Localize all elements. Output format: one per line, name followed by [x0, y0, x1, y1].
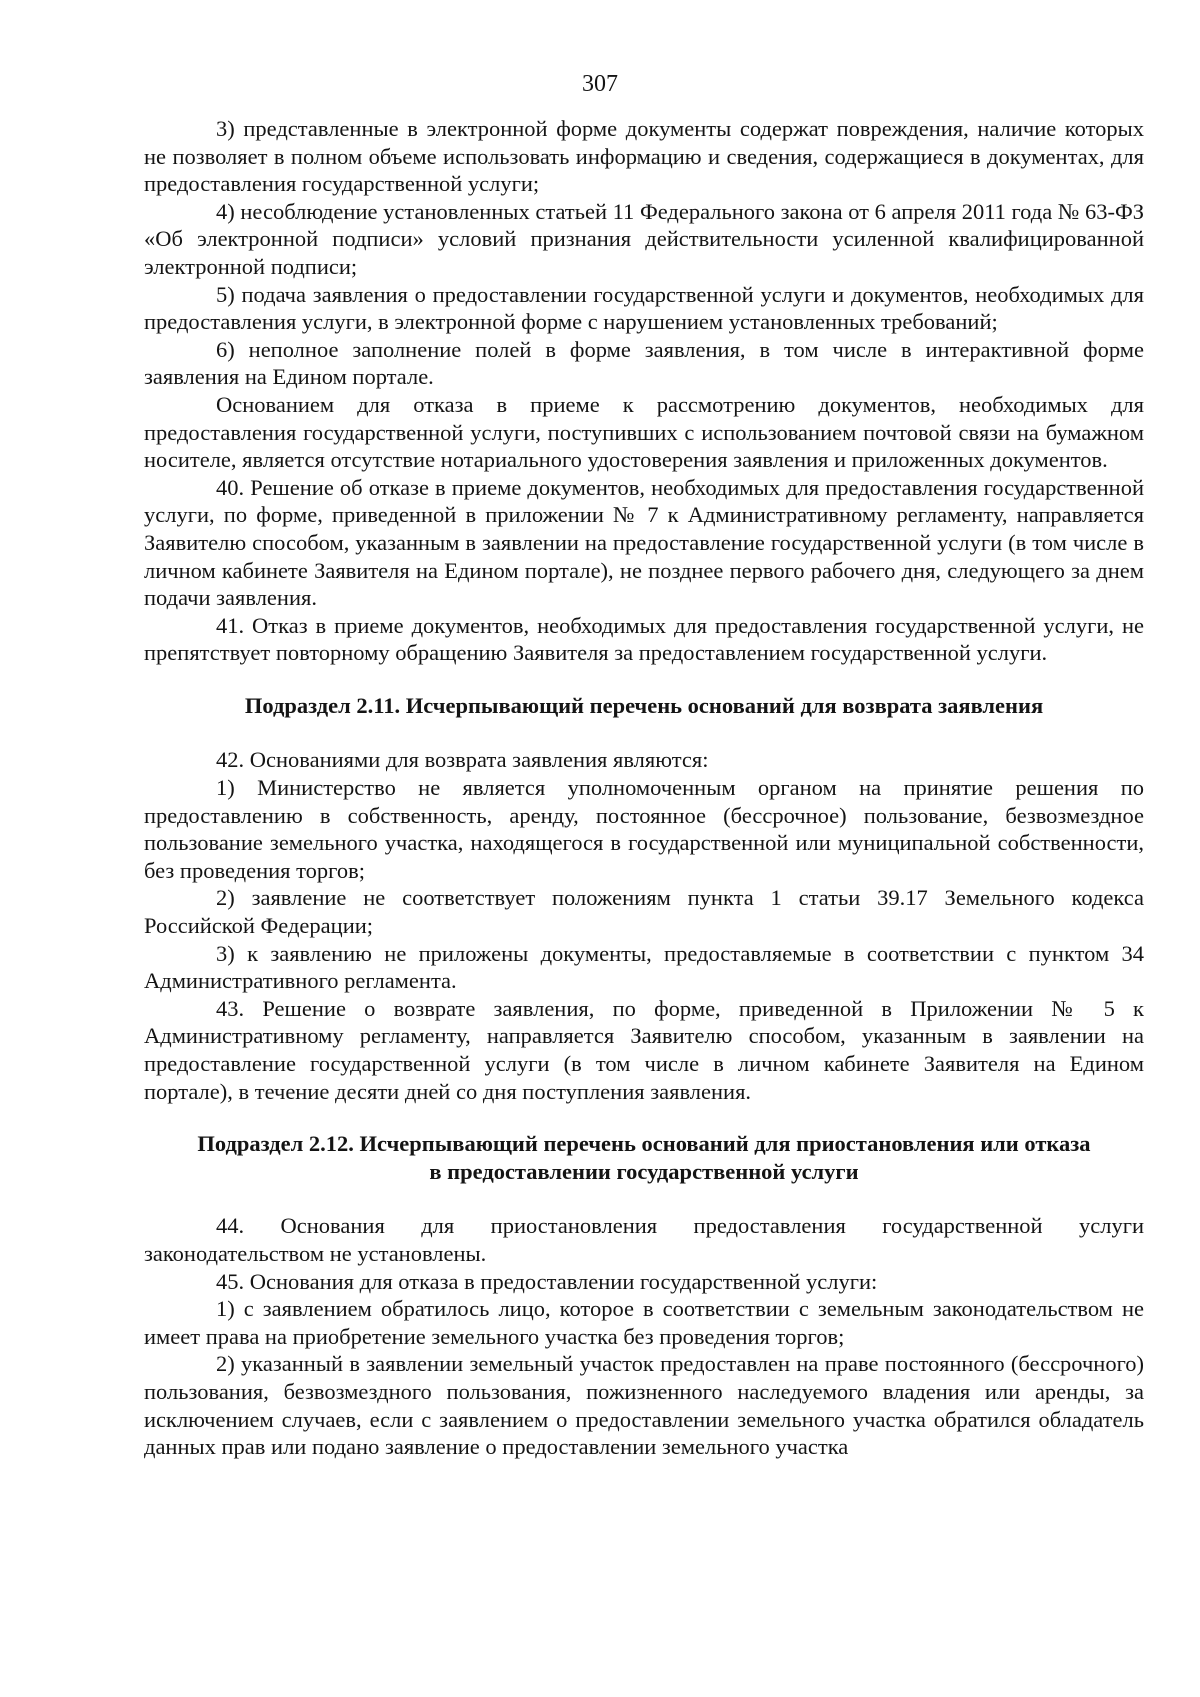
paragraph-item-5: 5) подача заявления о предоставлении государственной услуги и документов, необходимых для предоставления услуги, в электронной форме с нарушением установленных требований;: [144, 281, 1144, 335]
section-heading-2-12-line1: Подраздел 2.12. Исчерпывающий перечень оснований для приостановления или отказа: [197, 1131, 1091, 1157]
spacer: [144, 667, 1144, 692]
paragraph-postal-basis: Основанием для отказа в приеме к рассмотрению документов, необходимых для предоставления государственной услуги, поступивших с использованием почтовой связи на бумажном носителе, является отсутствие нотариального удостоверения заявления и приложенных документов.: [144, 391, 1144, 473]
paragraph-item-4: 4) несоблюдение установленных статьей 11 Федерального закона от 6 апреля 2011 года № 63-ФЗ «Об электронной подписи» условий признания действительности усиленной квалифицированной электронной подписи;: [144, 198, 1144, 279]
paragraph-40: 40. Решение об отказе в приеме документов, необходимых для предоставления государственной услуги, по форме, приведенной в приложении № 7 к Административному регламенту, направляется Заявителю способом, указанным в заявлении на предоставление государственной услуги (в том числе в личном кабинете Заявителя на Едином портале), не позднее первого рабочего дня, следующего за днем подачи заявления.: [144, 474, 1144, 611]
paragraph-45-item-2: 2) указанный в заявлении земельный участок предоставлен на праве постоянного (бессрочного) пользования, безвозмездного пользования, пожизненного наследуемого владения или аренды, за исключением случаев, если с заявлением о предоставлении земельного участка обратился обладатель данных прав или подано заявление о предоставлении земельного участка: [144, 1351, 1144, 1460]
spacer: [144, 1105, 1144, 1130]
section-heading-2-11: Подраздел 2.11. Исчерпывающий перечень оснований для возврата заявления: [244, 692, 1044, 718]
spacer: [144, 719, 1144, 746]
paragraph-42-item-3: 3) к заявлению не приложены документы, предоставляемые в соответствии с пунктом 34 Административного регламента.: [144, 940, 1144, 994]
section-heading-2-12-line2: в предоставлении государственной услуги: [429, 1158, 859, 1184]
paragraph-43: 43. Решение о возврате заявления, по форме, приведенной в Приложении № 5 к Административному регламенту, направляется Заявителю способом, указанным в заявлении на предоставление государственной услуги (в том числе в личном кабинете Заявителя на Едином портале), в течение десяти дней со дня поступления заявления.: [144, 995, 1144, 1104]
paragraph-42: 42. Основаниями для возврата заявления являются:: [216, 747, 709, 773]
paragraph-41: 41. Отказ в приеме документов, необходимых для предоставления государственной услуги, не препятствует повторному обращению Заявителя за предоставлением государственной услуги.: [144, 612, 1144, 666]
spacer: [144, 1185, 1144, 1212]
paragraph-42-item-1: 1) Министерство не является уполномоченным органом на принятие решения по предоставлению в собственность, аренду, постоянное (бессрочное) пользование, безвозмездное пользование земельного участка, находящегося в государственной или муниципальной собственности, без проведения торгов;: [144, 775, 1144, 883]
paragraph-45: 45. Основания для отказа в предоставлении государственной услуги:: [216, 1268, 878, 1294]
paragraph-item-6: 6) неполное заполнение полей в форме заявления, в том числе в интерактивной форме заявления на Едином портале.: [144, 336, 1144, 390]
paragraph-44: 44. Основания для приостановления предоставления государственной услуги законодательством не установлены.: [144, 1213, 1144, 1266]
paragraph-item-3: 3) представленные в электронной форме документы содержат повреждения, наличие которых не позволяет в полном объеме использовать информацию и сведения, содержащиеся в документах, для предоставления государственной услуги;: [144, 116, 1144, 197]
paragraph-42-item-2: 2) заявление не соответствует положениям пункта 1 статьи 39.17 Земельного кодекса Российской Федерации;: [144, 885, 1144, 939]
paragraph-45-item-1: 1) с заявлением обратилось лицо, которое в соответствии с земельным законодательством не имеет права на приобретение земельного участка без проведения торгов;: [144, 1296, 1144, 1349]
document-body: [144, 115, 1144, 1461]
page-number: 307: [582, 71, 618, 97]
